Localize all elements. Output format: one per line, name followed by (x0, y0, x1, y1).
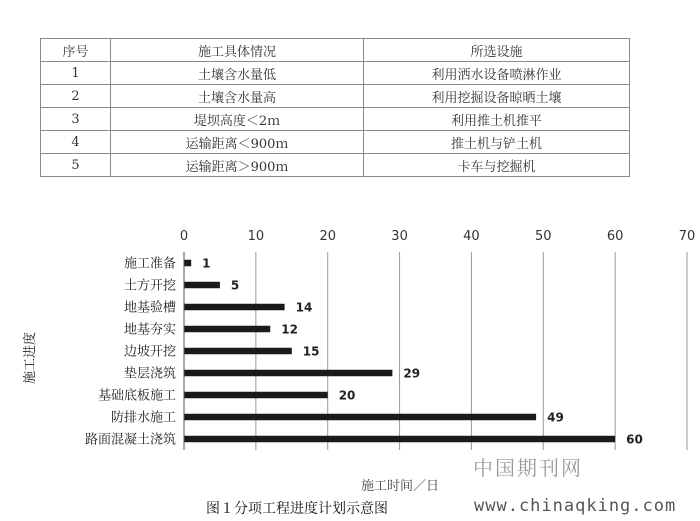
table-row (41, 85, 630, 108)
data-label: 5 (230, 278, 240, 293)
bar (184, 348, 292, 355)
x-tick-label: 40 (463, 229, 480, 244)
category-label: 地基夯实 (123, 322, 176, 338)
figure-caption: 图１分项工程进度计划示意图 (206, 501, 388, 517)
cell-index: 2 (41, 85, 111, 108)
table-row (41, 108, 630, 131)
table-row (41, 154, 630, 177)
table-row (41, 131, 630, 154)
watermark-url: www.chinaqking.com (474, 496, 677, 516)
data-label: 60 (626, 432, 643, 447)
category-labels (85, 256, 176, 448)
category-label: 基础底板施工 (97, 388, 176, 404)
header-index: 序号 (41, 39, 111, 62)
x-tick-label: 70 (678, 229, 696, 244)
bar (184, 304, 285, 311)
header-equipment: 所选设施 (364, 39, 630, 62)
data-label: 49 (547, 410, 564, 425)
bar (184, 326, 270, 333)
bar (184, 282, 220, 289)
bar (184, 260, 191, 267)
grid-lines (256, 252, 687, 450)
x-tick-label: 20 (319, 229, 336, 244)
cell-index: 3 (41, 108, 111, 131)
data-label: 1 (202, 256, 211, 271)
cell-index: 1 (41, 62, 111, 85)
equipment-selection-table (40, 38, 630, 177)
category-label: 边坡开挖 (123, 344, 176, 360)
x-tick-label: 10 (247, 229, 265, 244)
cell-equipment: 利用推土机推平 (364, 108, 630, 131)
y-axis-label: 施工进度 (23, 331, 38, 385)
cell-equipment: 利用洒水设备喷淋作业 (364, 62, 630, 85)
bar (184, 414, 536, 421)
watermark-logo-text: 中国期刊网 (473, 456, 583, 480)
cell-equipment: 利用挖掘设备晾晒土壤 (364, 85, 630, 108)
table-row (41, 62, 630, 85)
x-axis-label: 施工时间／日 (360, 479, 440, 493)
category-label: 防排水施工 (110, 410, 176, 426)
category-label: 地基验槽 (123, 300, 176, 316)
cell-index: 4 (41, 131, 111, 154)
cell-condition: 土壤含水量低 (111, 62, 364, 85)
bar (184, 392, 328, 399)
data-label: 12 (281, 322, 298, 337)
cell-condition: 土壤含水量高 (111, 85, 364, 108)
data-label: 15 (302, 344, 320, 359)
category-label: 路面混凝土浇筑 (84, 432, 176, 448)
cell-equipment: 卡车与挖掘机 (364, 154, 630, 177)
schedule-bar-chart (0, 218, 700, 493)
x-tick-label: 0 (179, 229, 189, 244)
category-label: 土方开挖 (123, 278, 176, 294)
bar (184, 436, 615, 443)
x-tick-label: 50 (535, 229, 552, 244)
x-axis-ticks (180, 229, 695, 244)
x-tick-label: 60 (606, 229, 624, 244)
cell-index: 5 (41, 154, 111, 177)
category-label: 垫层浇筑 (123, 366, 176, 382)
x-tick-label: 30 (391, 229, 408, 244)
data-label: 14 (295, 300, 313, 315)
bar (184, 370, 392, 377)
cell-condition: 运输距离＞900ｍ (111, 154, 364, 177)
category-label: 施工准备 (123, 256, 176, 272)
header-condition: 施工具体情况 (111, 39, 364, 62)
cell-condition: 堤坝高度＜2ｍ (111, 108, 364, 131)
table-header-row (41, 39, 630, 62)
cell-condition: 运输距离＜900ｍ (111, 131, 364, 154)
cell-equipment: 推土机与铲土机 (364, 131, 630, 154)
data-label: 29 (403, 366, 421, 381)
data-label: 20 (338, 388, 356, 403)
